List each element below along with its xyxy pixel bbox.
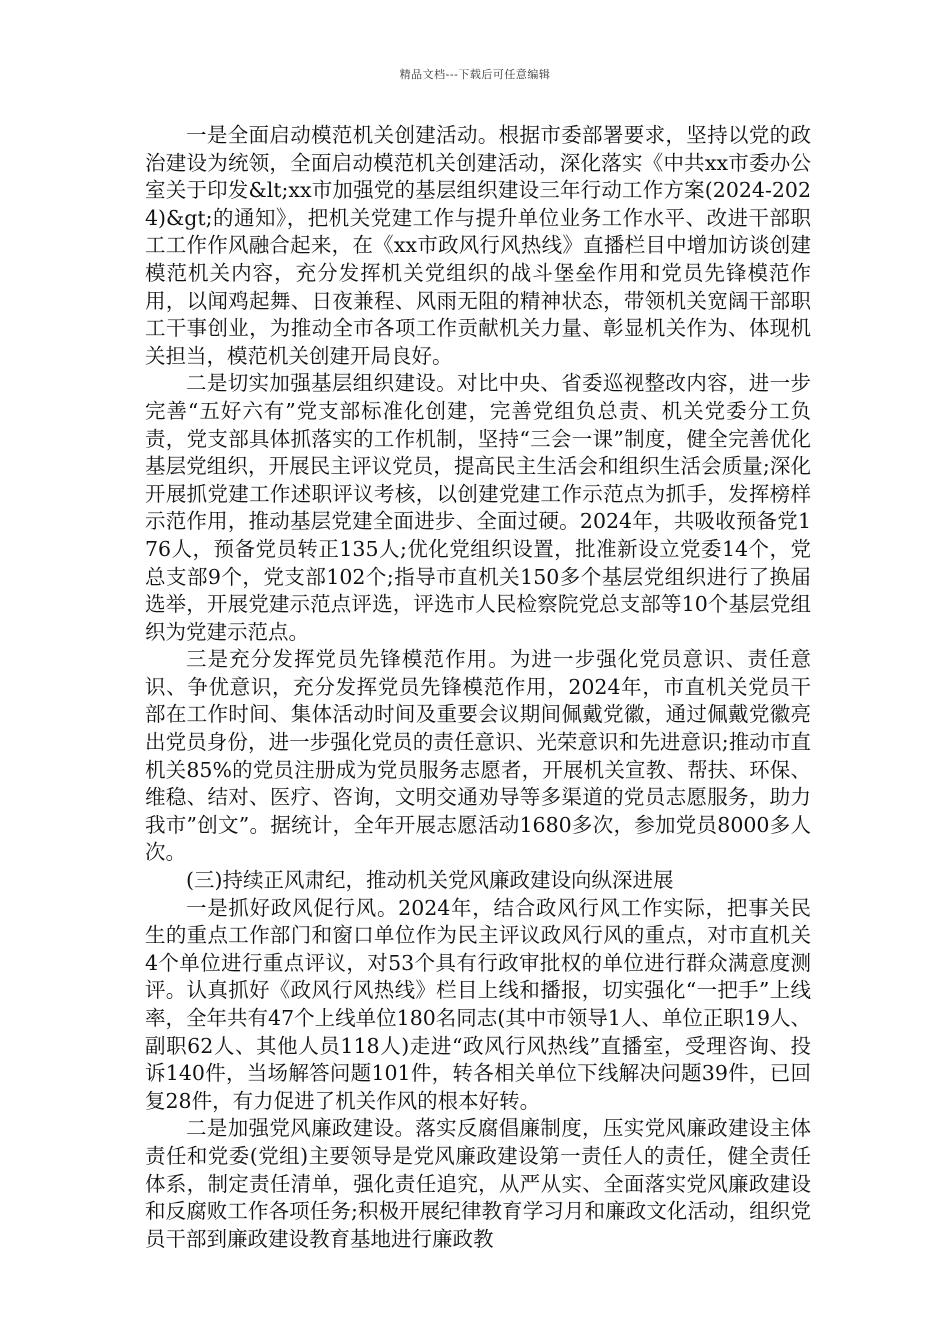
paragraph-government-style: 一是抓好政风促行风。2024年，结合政风行风工作实际，把事关民生的重点工作部门和窗口单位作为民主评议政风行风的重点，对市直机关4个单位进行重点评议，对53个具有行政审批权的单位进行群众满意度测评。认真抓好《政风行风热线》栏目上线和播报，切实强化“一把手”上线率，全年共有47个上线单位180名同志(其中市领导1人、单位正职19人、副职62人、其他人员118人)走进“政风行风热线”直播室，受理咨询、投诉140件，当场解答问题101件，转各相关单位下线解决问题39件，已回复28件，有力促进了机关作风的根本好转。 xyxy=(145,895,811,1113)
paragraph-clean-governance: 二是加强党风廉政建设。落实反腐倡廉制度，压实党风廉政建设主体责任和党委(党组)主要领导是党风廉政建设第一责任人的责任，健全责任体系，制定责任清单，强化责任追究，从严从实、全面落实党风廉政建设和反腐败工作各项任务;积极开展纪律教育学习月和廉政文化活动，组织党员干部到廉政建设教育基地进行廉政教 xyxy=(145,1116,811,1251)
document-body xyxy=(145,122,811,1253)
paragraph-party-member-vanguard: 三是充分发挥党员先锋模范作用。为进一步强化党员意识、责任意识、争优意识，充分发挥党员先锋模范作用，2024年，市直机关党员干部在工作时间、集体活动时间及重要会议期间佩戴党徽，通过佩戴党徽亮出党员身份，进一步强化党员的责任意识、光荣意识和先进意识;推动市直机关85%的党员注册成为党员服务志愿者，开展机关宣教、帮扶、环保、维稳、结对、医疗、咨询，文明交通劝导等多渠道的党员志愿服务，助力我市”创文”。据统计，全年开展志愿活动1680多次，参加党员8000多人次。 xyxy=(145,647,811,865)
paragraph-grassroots-organization: 二是切实加强基层组织建设。对比中央、省委巡视整改内容，进一步完善“五好六有”党支部标准化创建，完善党组负总责、机关党委分工负责，党支部具体抓落实的工作机制，坚持“三会一课”制度，健全完善优化基层党组织，开展民主评议党员，提高民主生活会和组织生活会质量;深化开展抓党建工作述职评议考核，以创建党建工作示范点为抓手，发挥榜样示范作用，推动基层党建全面进步、全面过硬。2024年，共吸收预备党176人，预备党员转正135人;优化党组织设置，批准新设立党委14个，党总支部9个，党支部102个;指导市直机关150多个基层党组织进行了换届选举，开展党建示范点评选，评选市人民检察院党总支部等10个基层党组织为党建示范点。 xyxy=(145,371,811,644)
page-header-note: 精品文档---下载后可任意编辑 xyxy=(399,68,551,81)
section-heading-3: (三)持续正风肃纪，推动机关党风廉政建设向纵深进展 xyxy=(186,868,674,893)
paragraph-model-agency: 一是全面启动模范机关创建活动。根据市委部署要求，坚持以党的政治建设为统领，全面启动模范机关创建活动，深化落实《中共xx市委办公室关于印发&lt;xx市加强党的基层组织建设三年行动工作方案(2024-2024)&gt;的通知》，把机关党建工作与提升单位业务工作水平、改进干部职工工作作风融合起来，在《xx市政风行风热线》直播栏目中增加访谈创建模范机关内容，充分发挥机关党组织的战斗堡垒作用和党员先锋模范作用，以闻鸡起舞、日夜兼程、风雨无阻的精神状态，带领机关宽阔干部职工干事创业，为推动全市各项工作贡献机关力量、彰显机关作为、体现机关担当，模范机关创建开局良好。 xyxy=(145,123,811,368)
